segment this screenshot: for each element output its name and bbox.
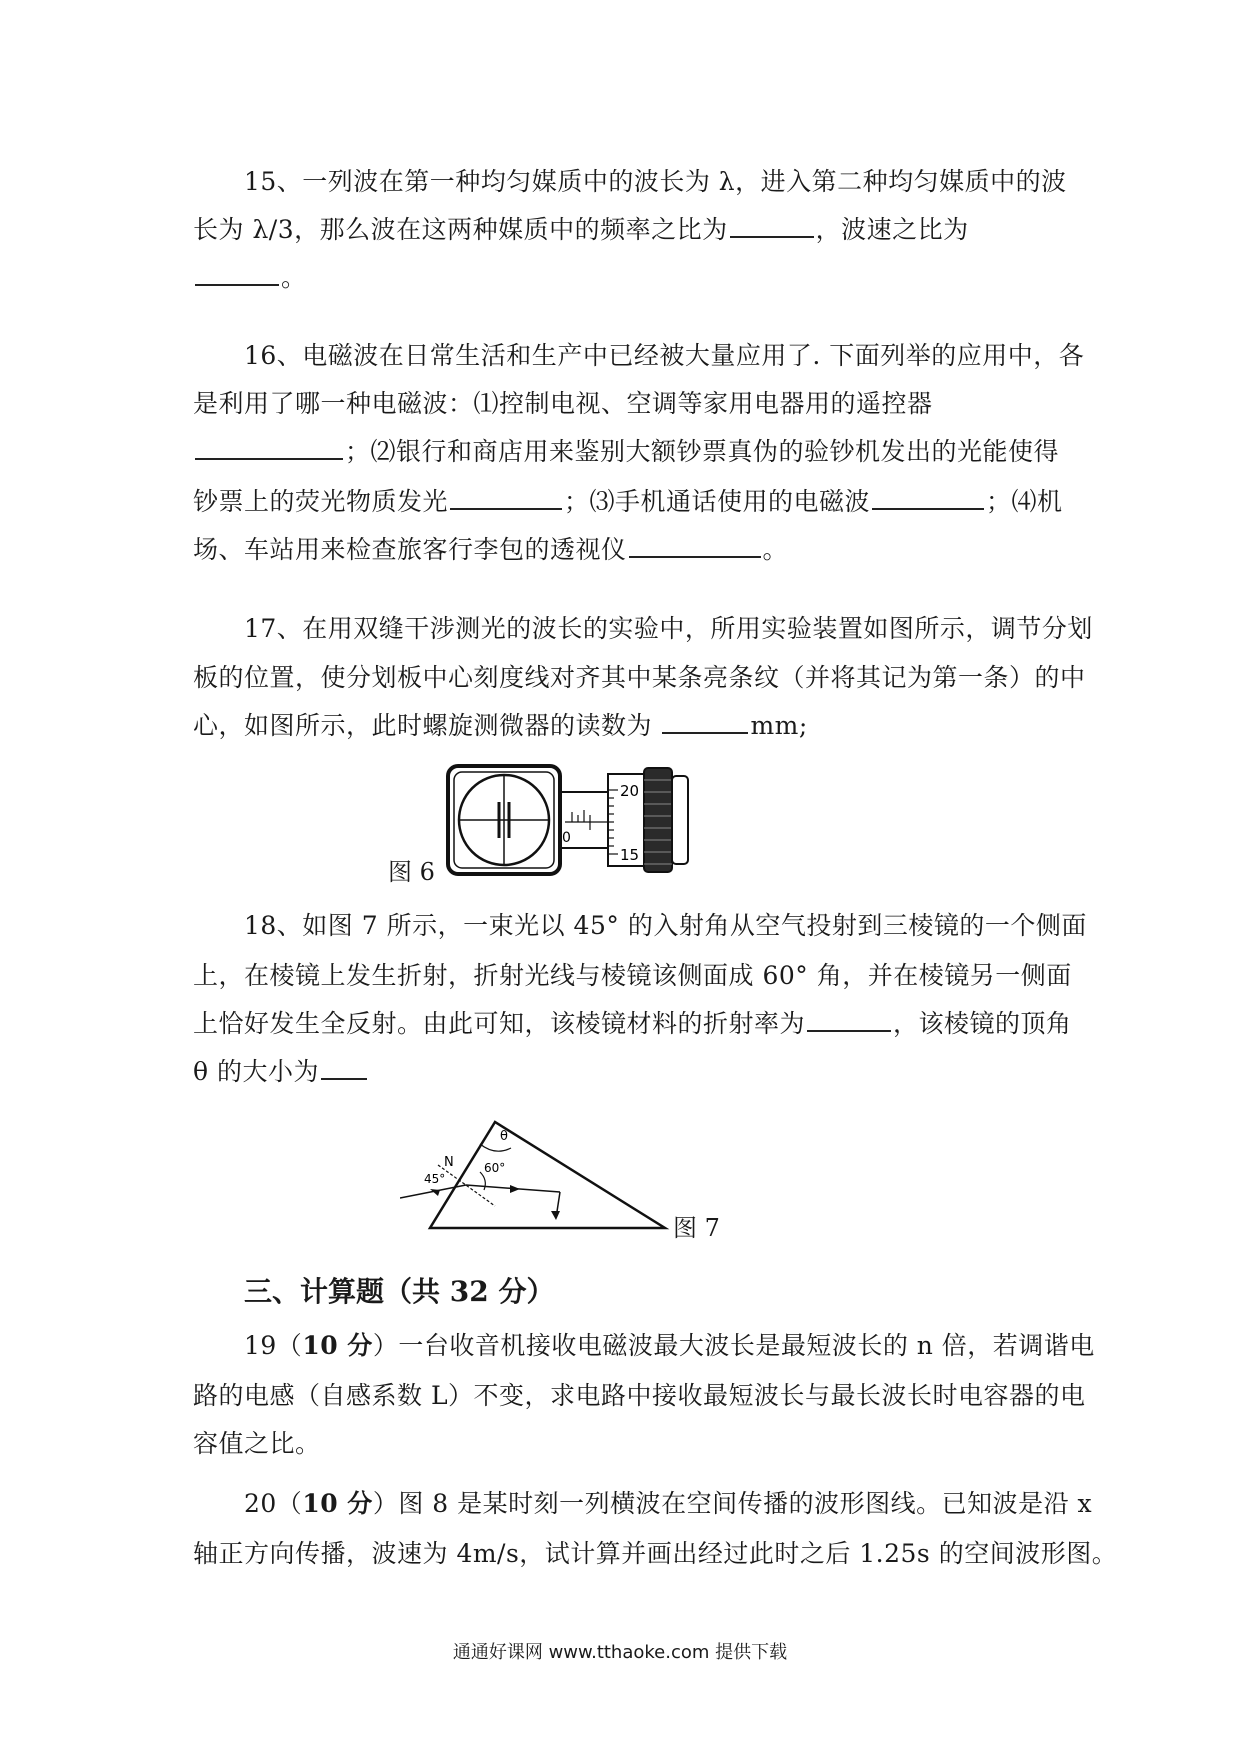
q17-line2: 板的位置，使分划板中心刻度线对齐其中某条亮条纹（并将其记为第一条）的中 (193, 663, 1086, 692)
q18-line1: 18、如图 7 所示，一束光以 45° 的入射角从空气投射到三棱镜的一个侧面 (244, 911, 1087, 940)
scale-label-15: 15 (620, 846, 640, 864)
q16-blank-xray[interactable] (629, 536, 761, 558)
q16-line5-text: 场、车站用来检查旅客行李包的透视仪 (193, 535, 627, 564)
q17-line3-text: 心，如图所示，此时螺旋测微器的读数为 (193, 711, 661, 740)
normal-label: N (444, 1155, 454, 1170)
q16-line4-text-b: ；⑶手机通话使用的电磁波 (564, 487, 871, 516)
q18-line3-text: 上恰好发生全反射。由此可知，该棱镜材料的折射率为 (193, 1009, 806, 1038)
knurled-knob (644, 768, 672, 872)
q15-blank-frequency[interactable] (730, 216, 814, 238)
refract-angle-label: 60° (484, 1161, 506, 1175)
q18-blank-index[interactable] (807, 1010, 891, 1032)
q16-line2: 是利用了哪一种电磁波：⑴控制电视、空调等家用电器用的遥控器 (193, 389, 933, 418)
q16-line5 (193, 530, 788, 566)
figure-7-caption: 图 7 (673, 1214, 720, 1242)
q18-line3 (193, 1004, 1072, 1040)
scale-label-0: 0 (562, 830, 571, 846)
q16-line3 (193, 432, 1059, 468)
prism-triangle (430, 1122, 665, 1228)
q20-line2: 轴正方向传播，波速为 4m/s，试计算并画出经过此时之后 1.25s 的空间波形图。 (193, 1539, 1118, 1568)
q20-number: 20（ (244, 1489, 303, 1518)
q18-line4-text: θ 的大小为 (193, 1057, 319, 1086)
q20-score: 10 分 (302, 1489, 373, 1518)
q19-line2: 路的电感（自感系数 L）不变，求电路中接收最短波长与最长波长时电容器的电 (193, 1381, 1086, 1410)
apex-angle-arc (480, 1144, 511, 1151)
q16-blank-fluorescent[interactable] (450, 488, 562, 510)
q16-blank-mobile[interactable] (872, 488, 984, 510)
q16-line4 (193, 482, 1063, 518)
q18-line4 (193, 1052, 369, 1088)
q20-line1-text: ）图 8 是某时刻一列横波在空间传播的波形图线。已知波是沿 x (372, 1489, 1093, 1518)
q19-line1 (244, 1326, 1095, 1362)
page-footer: 通通好课网 www.tthaoke.com 提供下载 (452, 1642, 788, 1663)
q17-blank-reading[interactable] (662, 712, 748, 734)
q16-line3-text: ；⑵银行和商店用来鉴别大额钞票真伪的验钞机发出的光能使得 (345, 437, 1060, 466)
q16-blank-remote[interactable] (195, 438, 343, 460)
q17-line3 (193, 706, 808, 742)
q19-line3: 容值之比。 (193, 1429, 321, 1458)
q17-line3-unit: mm; (750, 711, 808, 740)
figure-7-prism (400, 1110, 670, 1234)
q16-line4-text-a: 钞票上的荧光物质发光 (193, 487, 449, 516)
q15-line3-end: 。 (281, 263, 307, 292)
scale-label-20: 20 (620, 782, 640, 800)
q19-score: 10 分 (302, 1331, 373, 1360)
q20-line1 (244, 1484, 1092, 1520)
q18-line2: 上，在棱镜上发生折射，折射光线与棱镜该侧面成 60° 角，并在棱镜另一侧面 (193, 961, 1072, 990)
apex-label: θ (500, 1129, 508, 1144)
figure-6-caption: 图 6 (388, 858, 435, 886)
q15-line2 (193, 210, 969, 246)
q15-line2-text: 长为 λ/3，那么波在这两种媒质中的频率之比为 (193, 215, 728, 244)
q19-line1-text: ）一台收音机接收电磁波最大波长是最短波长的 n 倍，若调谐电 (372, 1331, 1095, 1360)
q18-line3-text-b: ，该棱镜的顶角 (893, 1009, 1072, 1038)
q17-line1: 17、在用双缝干涉测光的波长的实验中，所用实验装置如图所示，调节分划 (244, 614, 1093, 643)
q16-line5-end: 。 (762, 535, 789, 564)
q15-line2-text-b: ，波速之比为 (815, 215, 969, 244)
section-3-heading: 三、计算题（共 32 分） (244, 1275, 555, 1308)
q15-blank-speed[interactable] (195, 264, 279, 286)
figure-6-micrometer (440, 760, 730, 880)
knob-cap (672, 776, 688, 864)
q19-number: 19（ (244, 1331, 303, 1360)
q16-line4-text-c: ；⑷机 (986, 487, 1063, 516)
q15-line1: 15、一列波在第一种均匀媒质中的波长为 λ，进入第二种均匀媒质中的波 (244, 167, 1067, 196)
q16-line1: 16、电磁波在日常生活和生产中已经被大量应用了. 下面列举的应用中，各 (244, 341, 1085, 370)
q18-blank-apex-angle[interactable] (321, 1058, 367, 1080)
incident-angle-label: 45° (424, 1172, 446, 1186)
q15-line3 (193, 258, 307, 294)
